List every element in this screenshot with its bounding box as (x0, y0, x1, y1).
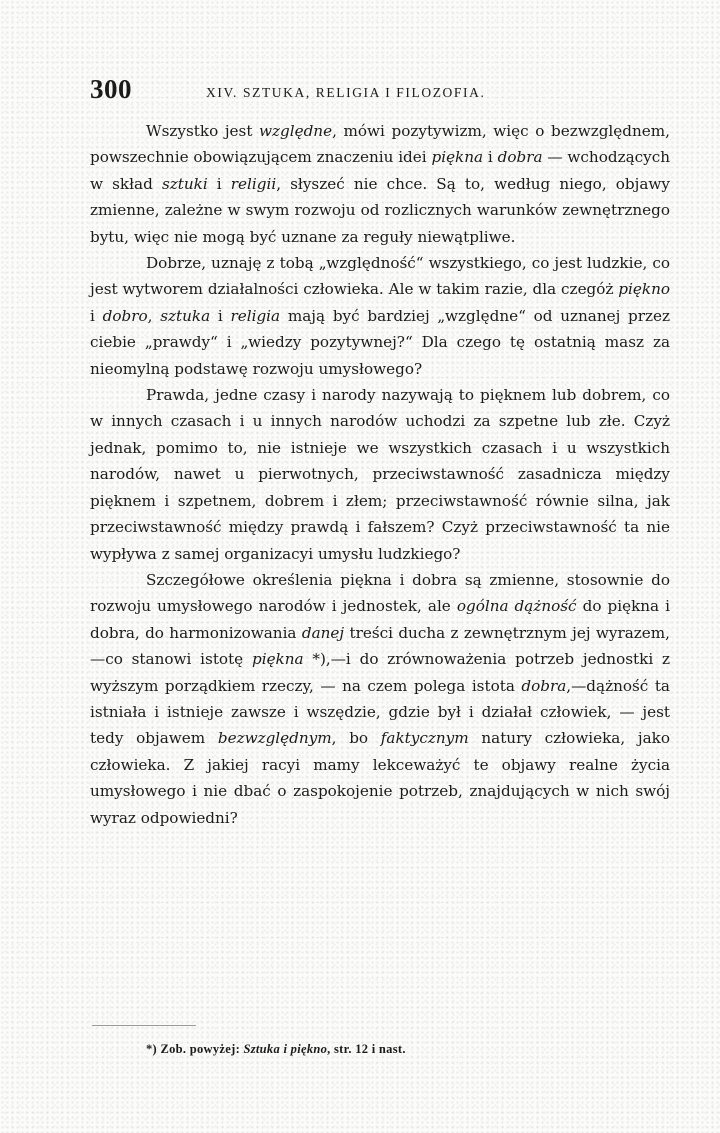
text-run: treści ducha z zewnętrznym jej wyrazem,—co stanowi istotę (90, 623, 670, 669)
emphasized-text: dobra (521, 676, 567, 695)
paragraph (90, 382, 670, 567)
emphasized-text: dobra (497, 148, 543, 167)
paragraph (90, 118, 670, 250)
text-run: Szczegółowe określenia piękna i dobra są zmienne, stosownie do rozwoju umysłowego narodów i jednostek, ale (90, 570, 670, 616)
text-run: *),—i do zrównoważenia potrzeb jednostki z wyższym porządkiem rzeczy, — na czem polega istota (90, 650, 670, 695)
footnote (146, 1042, 406, 1057)
text-run: , bo (331, 729, 381, 748)
text-run: — wchodzących w skład (90, 148, 670, 193)
emphasized-text: sztuki (161, 174, 208, 193)
emphasized-text: religii (230, 174, 277, 193)
running-head (90, 72, 670, 112)
text-run: mają być bardziej „względne“ od uznanej przez ciebie „prawdy“ i „wiedzy pozytywnej?“ Dla czego tę ostatnią masz za nieomylną podstawę rozwoju umysłowego? (90, 306, 671, 378)
emphasized-text: faktycznym (380, 729, 469, 748)
emphasized-text: piękna (431, 148, 484, 167)
text-run: i (210, 306, 231, 325)
text-run: i (207, 174, 231, 193)
footnote-marker: *) (146, 1042, 158, 1056)
paragraph (90, 567, 670, 831)
text-run: do piękna i dobra, do harmonizowania (90, 597, 670, 642)
emphasized-text: względne (259, 122, 333, 140)
emphasized-text: bezwzględnym (217, 729, 332, 748)
emphasized-text: ogólna dążność (456, 597, 577, 616)
body-text (90, 118, 670, 831)
text-run: natury człowieka, jako człowieka. Z jakiej racyi mamy lekceważyć te objawy realne życia umysłowego i nie dbać o zaspokojenie potrzeb, znajdujących w nich swój wyraz odpowiedni? (90, 729, 670, 827)
emphasized-text: danej (301, 623, 345, 642)
emphasized-text: piękno (618, 280, 670, 299)
chapter-title: XIV. SZTUKA, RELIGIA I FILOZOFIA. (206, 85, 486, 100)
text-run: , (147, 306, 161, 325)
text-run: i (483, 148, 498, 167)
text-run: i (90, 306, 103, 325)
text-run: Wszystko jest (146, 122, 260, 140)
text-run: Prawda, jedne czasy i narody nazywają to pięknem lub dobrem, co w innych czasach i u innych narodów uchodzi za szpetne lub złe. Czyż jednak, pomimo to, nie istnieje we wszystkich czasach i u wszystkich narodów, nawet u pierwotnych, przeciwstawność zasadnicza między pięknem i szpetnem, dobrem i złem; przeciwstawność równie silna, jak przeciwstawność między prawdą i fałszem? Czyż przeciwstawność ta nie wypływa z samej organizacyi umysłu ludzkiego? (90, 386, 670, 563)
emphasized-text: piękna (251, 650, 304, 669)
text-run: , mówi pozytywizm, więc o bezwzględnem, powszechnie obowiązującem znaczeniu idei (90, 122, 670, 167)
text-run: , słyszeć nie chce. Są to, według niego, objawy zmienne, zależne w swym rozwoju od rozlicznych warunków zewnętrznego bytu, więc nie mogą być uznane za reguły niewątpliwe. (90, 174, 670, 246)
paragraph (90, 250, 670, 382)
footnote-reference-title: Sztuka i piękno (243, 1042, 328, 1056)
footnote-lead: Zob. powyżej: (160, 1042, 241, 1056)
page-number: 300 (90, 74, 132, 104)
text-run: ,—dążność ta istniała i istnieje zawsze i wszędzie, gdzie był i działał człowiek, — jest tedy objawem (90, 676, 670, 748)
footnote-reference-rest: , str. 12 i nast. (327, 1042, 406, 1056)
footnote-divider (92, 1025, 196, 1026)
emphasized-text: sztuka (160, 306, 211, 325)
emphasized-text: dobro (102, 306, 148, 325)
emphasized-text: religia (230, 306, 281, 325)
text-run: Dobrze, uznaję z tobą „względność“ wszystkiego, co jest ludzkie, co jest wytworem działalności człowieka. Ale w takim razie, dla czegóż (90, 254, 670, 299)
